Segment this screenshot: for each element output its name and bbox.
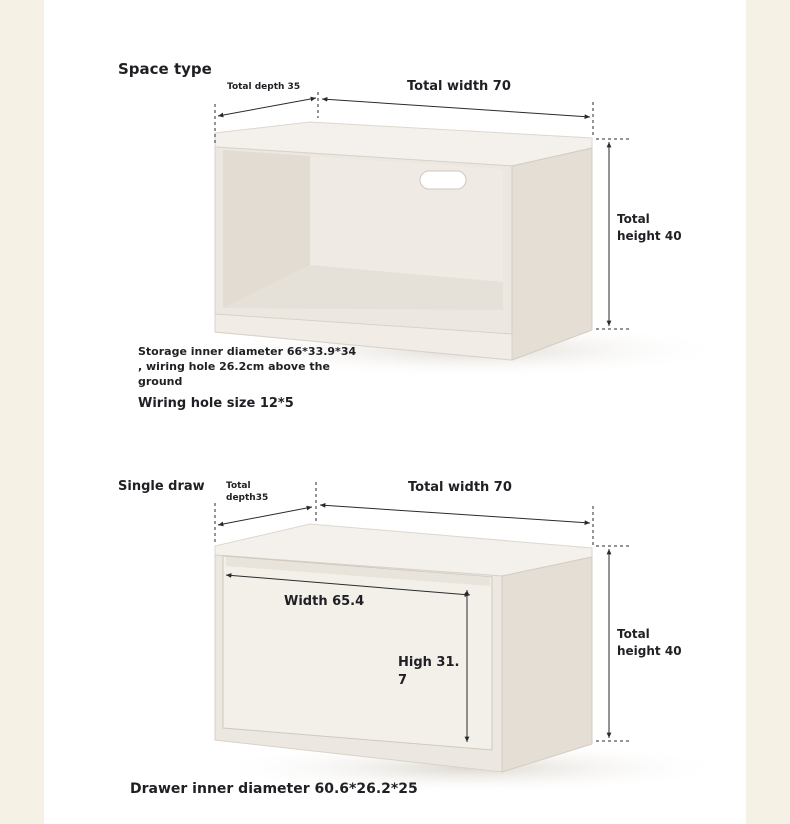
cabinet-side-panel <box>512 148 592 360</box>
wiring-hole <box>420 171 466 189</box>
space-type-title: Space type <box>118 60 212 78</box>
drawer-height-label-2: height 40 <box>617 644 682 658</box>
storage-inner-text-1: Storage inner diameter 66*33.9*34 <box>138 345 357 358</box>
space-width-label: Total width 70 <box>407 79 511 94</box>
space-depth-label: Total depth 35 <box>227 82 301 92</box>
storage-inner-text-2: , wiring hole 26.2cm above the <box>138 360 330 373</box>
space-height-label-1: Total <box>617 212 650 226</box>
open-cabinet <box>210 122 730 378</box>
drawer-cabinet <box>210 524 730 794</box>
drawer-depth-label-1: Total <box>226 481 251 491</box>
single-drawer-title: Single draw <box>118 479 205 494</box>
storage-inner-text-3: ground <box>138 375 183 388</box>
drawer-width-label: Total width 70 <box>408 480 512 495</box>
drawer-inner-height-label-1: High 31. <box>398 655 460 670</box>
drawer-side-panel <box>502 557 592 772</box>
drawer-inner-width-label: Width 65.4 <box>284 594 365 609</box>
wiring-hole-size-text: Wiring hole size 12*5 <box>138 396 294 411</box>
drawer-depth-label-2: depth35 <box>226 493 269 503</box>
drawer-front[interactable] <box>223 556 492 750</box>
drawer-inner-diameter-text: Drawer inner diameter 60.6*26.2*25 <box>130 781 418 797</box>
drawer-inner-height-label-2: 7 <box>398 673 408 688</box>
drawer-height-label-1: Total <box>617 627 650 641</box>
space-height-label-2: height 40 <box>617 229 682 243</box>
cabinet-inner-back-wall <box>310 156 503 282</box>
